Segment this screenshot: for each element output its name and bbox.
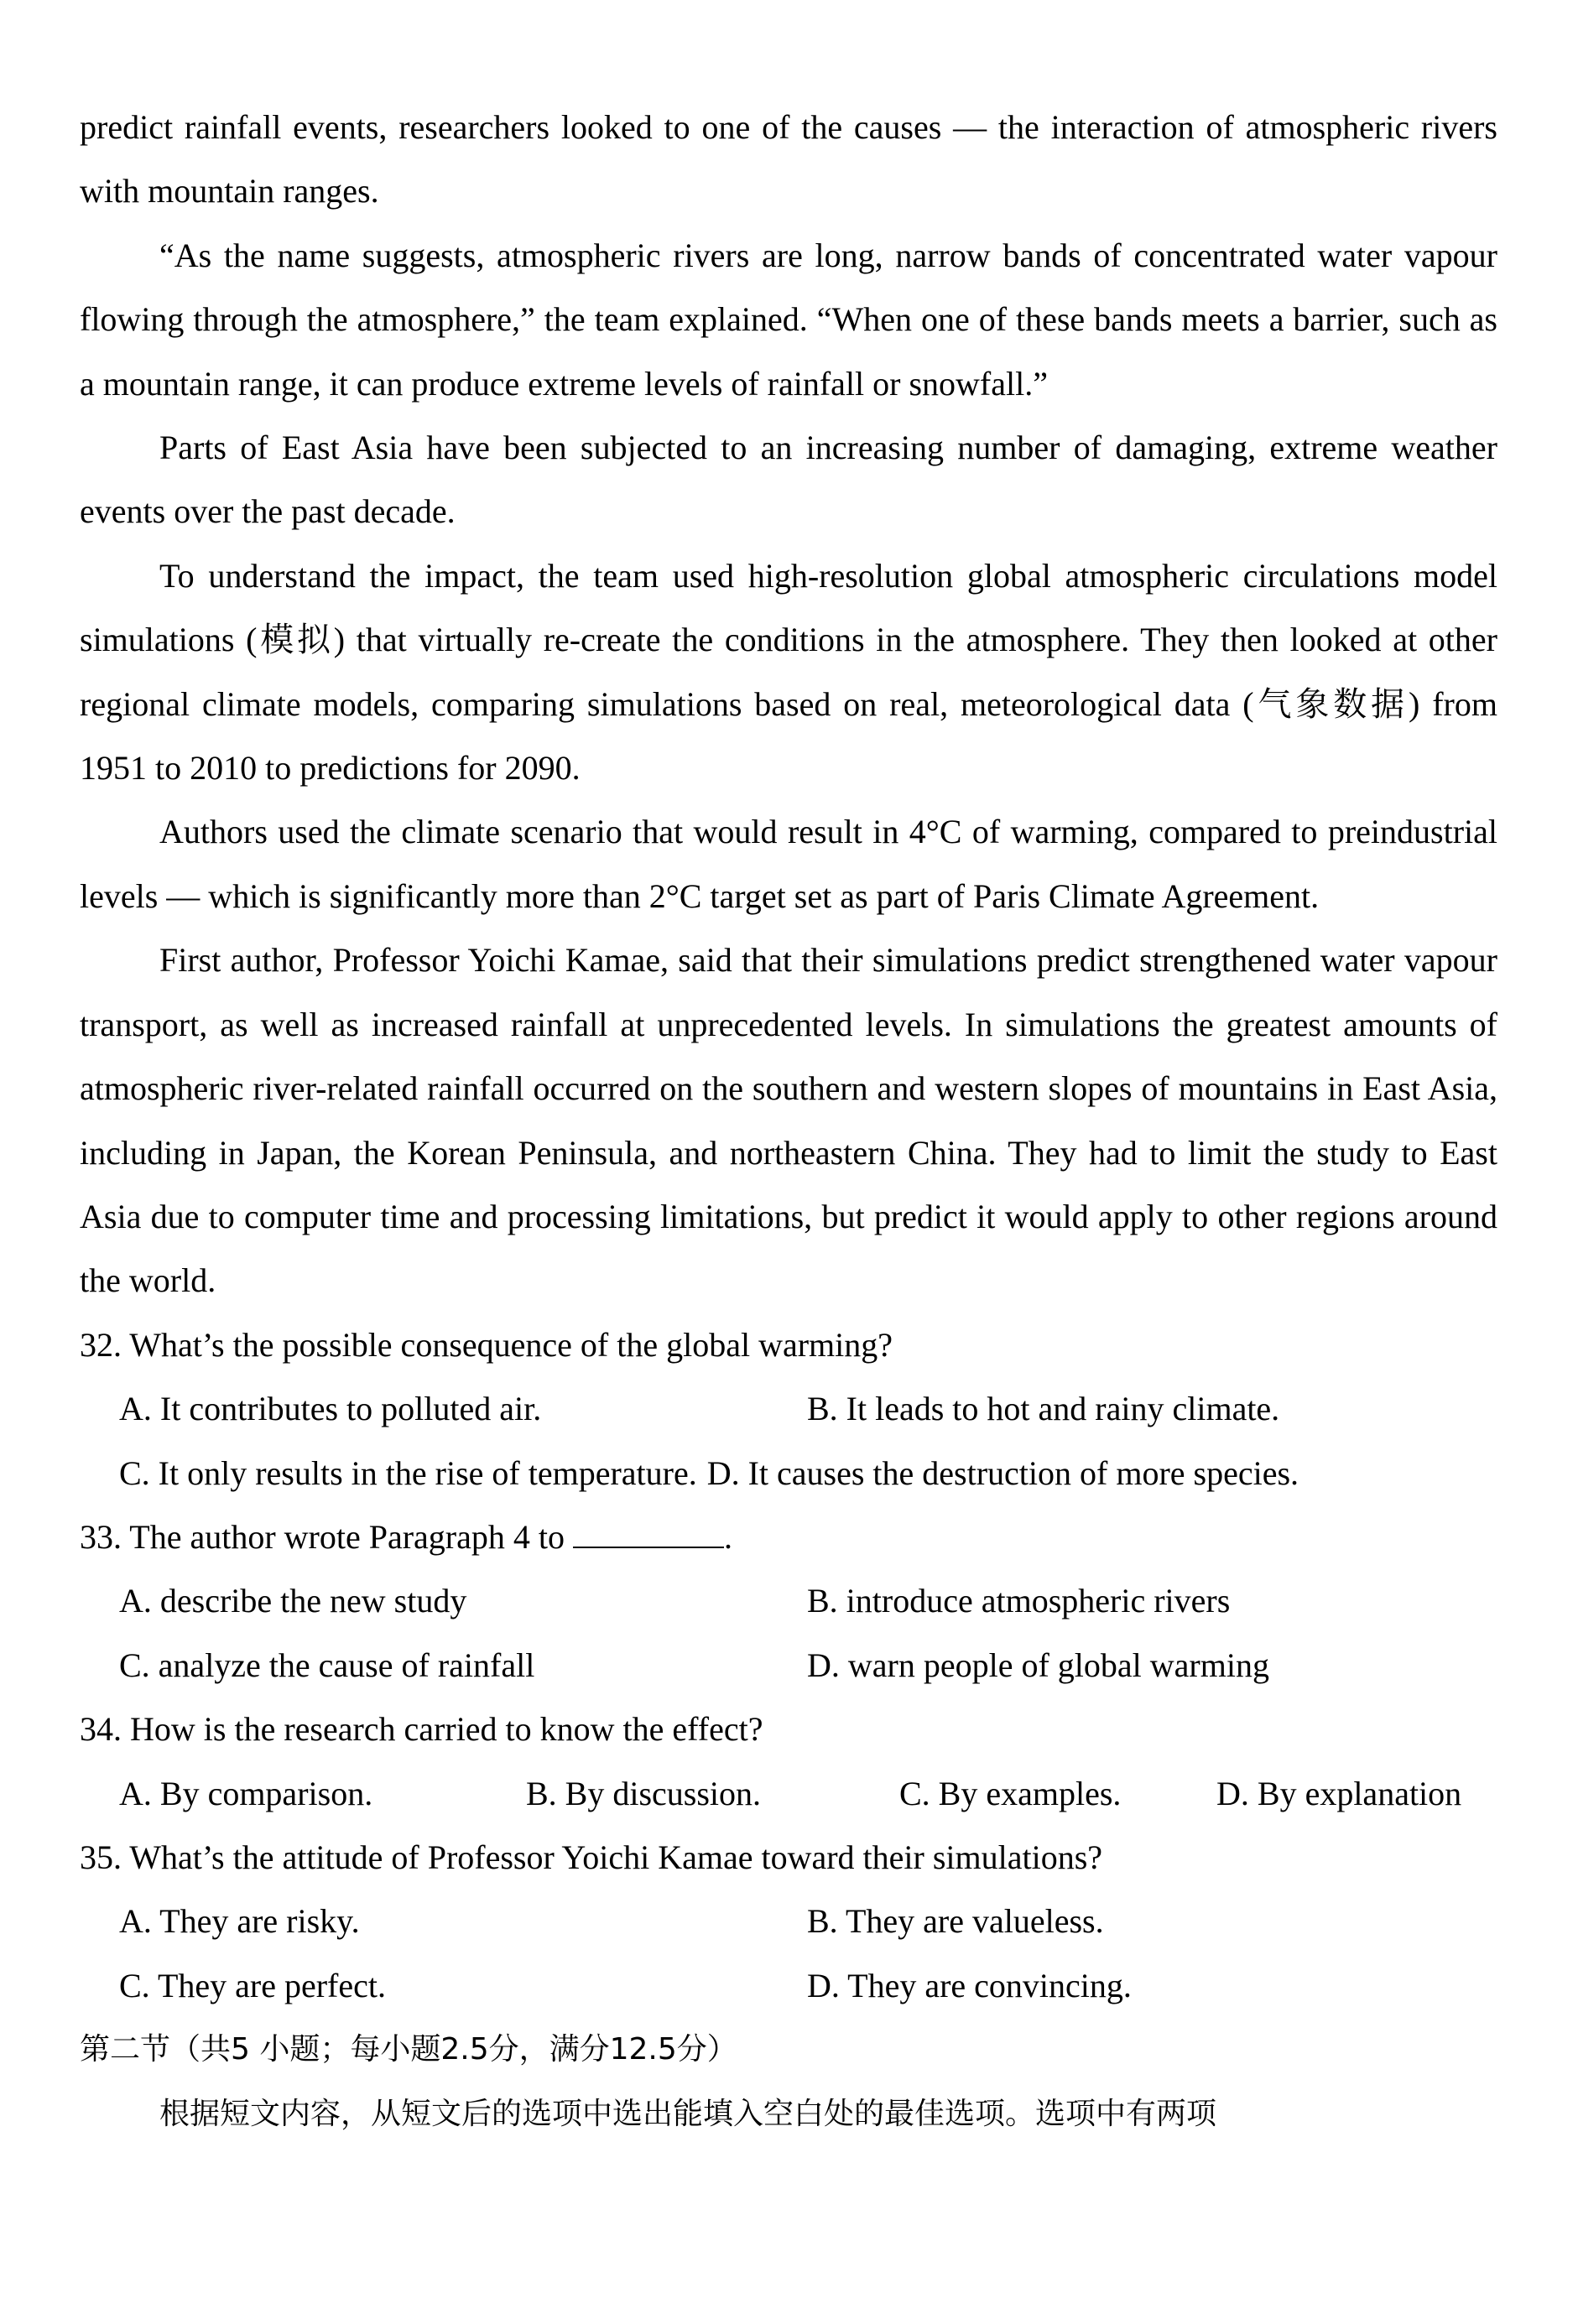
options-row bbox=[80, 1569, 1497, 1633]
passage-paragraph: predict rainfall events, researchers looked to one of the causes — the interaction of atmospheric rivers with mountain ranges. bbox=[80, 108, 1497, 211]
options-row bbox=[80, 1954, 1497, 2018]
option-a: A. By comparison. bbox=[119, 1774, 373, 1812]
options-row bbox=[80, 1634, 1497, 1698]
option-d: D. It causes the destruction of more species. bbox=[706, 1453, 1299, 1492]
option-d: D. warn people of global warming bbox=[807, 1646, 1269, 1684]
options-row bbox=[80, 1377, 1497, 1441]
options-row bbox=[80, 1442, 1497, 1505]
question-33 bbox=[80, 1505, 1497, 1698]
option-b: B. introduce atmospheric rivers bbox=[807, 1582, 1231, 1620]
question-stem: 35. What’s the attitude of Professor Yoichi Kamae toward their simulations? bbox=[80, 1838, 1103, 1876]
passage-paragraph: Parts of East Asia have been subjected to an increasing number of damaging, extreme weather events over the past decade. bbox=[80, 429, 1497, 531]
passage-paragraph: To understand the impact, the team used high-resolution global atmospheric circulations model simulations (模拟) that virtually re-create the conditions in the atmosphere. They then looked at other regional climate models, comparing simulations based on real, meteorological data (气象数据) from 1951 to 2010 to predictions for 2090. bbox=[80, 556, 1497, 788]
question-32 bbox=[80, 1313, 1497, 1505]
option-c: C. analyze the cause of rainfall bbox=[119, 1646, 535, 1684]
option-d: D. They are convincing. bbox=[807, 1966, 1132, 2004]
options-row bbox=[80, 1890, 1497, 1953]
option-c: C. It only results in the rise of temperature. bbox=[119, 1453, 697, 1492]
option-a: A. describe the new study bbox=[119, 1582, 467, 1620]
option-b: B. It leads to hot and rainy climate. bbox=[807, 1390, 1280, 1428]
question-stem-end: . bbox=[724, 1517, 732, 1556]
option-a: A. They are risky. bbox=[119, 1902, 360, 1941]
question-stem-text: 33. The author wrote Paragraph 4 to bbox=[80, 1517, 565, 1556]
options-row bbox=[80, 1762, 1497, 1826]
passage-paragraph: Authors used the climate scenario that would result in 4°C of warming, compared to preindustrial levels — which is significantly more than 2°C target set as part of Paris Climate Agreement. bbox=[80, 813, 1497, 915]
section-heading: 第二节（共5 小题；每小题2.5分，满分12.5分） bbox=[80, 2032, 737, 2067]
question-34 bbox=[80, 1698, 1497, 1826]
option-c: C. By examples. bbox=[899, 1774, 1122, 1812]
option-a: A. It contributes to polluted air. bbox=[119, 1390, 542, 1428]
answer-blank bbox=[573, 1521, 724, 1548]
passage-paragraph: “As the name suggests, atmospheric rivers are long, narrow bands of concentrated water vapour flowing through the atmosphere,” the team explained. “When one of these bands meets a barrier, such as a mountain range, it can produce extreme levels of rainfall or snowfall.” bbox=[80, 236, 1497, 403]
question-stem bbox=[80, 1505, 1497, 1569]
exam-page bbox=[80, 96, 1497, 2146]
option-b: B. They are valueless. bbox=[807, 1902, 1104, 1941]
option-b: B. By discussion. bbox=[526, 1774, 762, 1812]
passage-paragraph: First author, Professor Yoichi Kamae, said that their simulations predict strengthened water vapour transport, as well as increased rainfall at unprecedented levels. In simulations the greatest amounts of atmospheric river-related rainfall occurred on the southern and western slopes of mountains in East Asia, including in Japan, the Korean Peninsula, and northeastern China. They had to limit the study to East Asia due to computer time and processing limitations, but predict it would apply to other regions around the world. bbox=[80, 941, 1497, 1300]
section-instruction: 根据短文内容，从短文后的选项中选出能填入空白处的最佳选项。选项中有两项 bbox=[159, 2096, 1217, 2131]
question-35 bbox=[80, 1826, 1497, 2018]
question-stem: 32. What’s the possible consequence of the global warming? bbox=[80, 1325, 893, 1364]
option-c: C. They are perfect. bbox=[119, 1966, 386, 2004]
question-stem: 34. How is the research carried to know the effect? bbox=[80, 1710, 763, 1749]
option-d: D. By explanation bbox=[1216, 1774, 1462, 1812]
